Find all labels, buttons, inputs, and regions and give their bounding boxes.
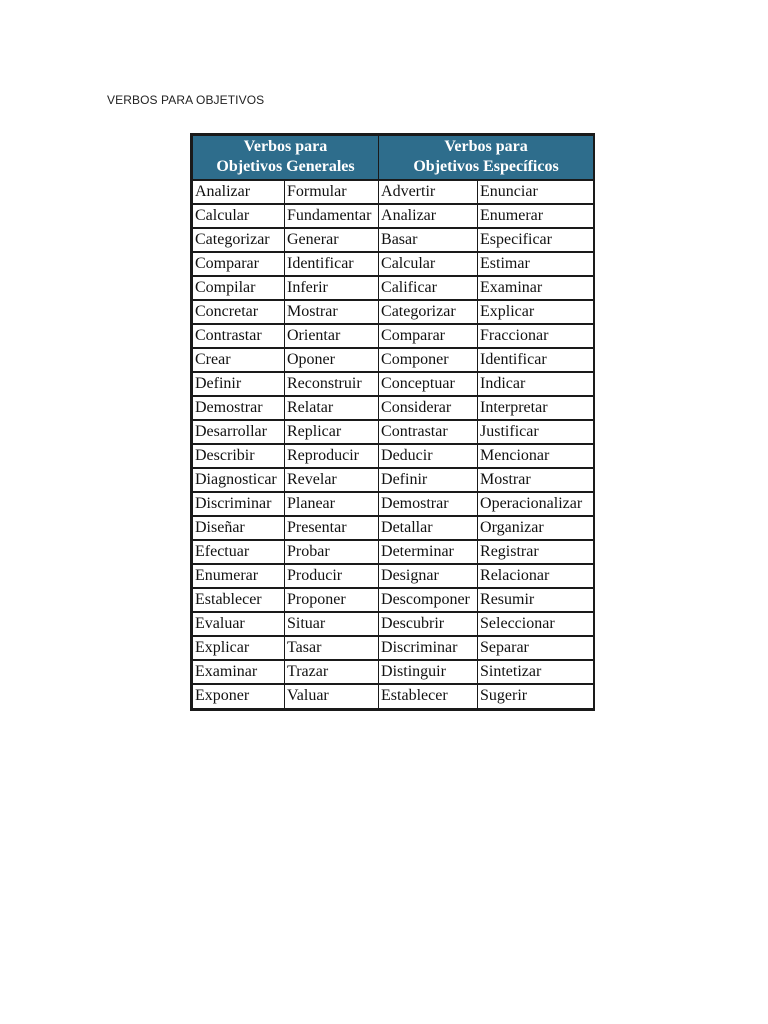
specific-verb-b-cell: Estimar (478, 252, 594, 276)
specific-verb-b-cell: Resumir (478, 588, 594, 612)
header-specific-objectives (379, 136, 594, 181)
table-row (193, 660, 594, 684)
specific-verb-b-cell: Examinar (478, 276, 594, 300)
table-row (193, 468, 594, 492)
general-verb-a-cell: Crear (193, 348, 285, 372)
specific-verb-b-cell: Indicar (478, 372, 594, 396)
general-verb-a-cell: Comparar (193, 252, 285, 276)
header-specific-line1: Verbos para (444, 138, 528, 155)
table-row (193, 540, 594, 564)
general-verb-b-cell: Relatar (285, 396, 379, 420)
specific-verb-a-cell: Designar (379, 564, 478, 588)
specific-verb-a-cell: Detallar (379, 516, 478, 540)
specific-verb-b-cell: Especificar (478, 228, 594, 252)
table-body (193, 180, 594, 708)
specific-verb-a-cell: Componer (379, 348, 478, 372)
general-verb-a-cell: Analizar (193, 180, 285, 204)
general-verb-a-cell: Examinar (193, 660, 285, 684)
general-verb-b-cell: Presentar (285, 516, 379, 540)
table-row (193, 276, 594, 300)
specific-verb-a-cell: Definir (379, 468, 478, 492)
general-verb-b-cell: Trazar (285, 660, 379, 684)
general-verb-b-cell: Revelar (285, 468, 379, 492)
specific-verb-b-cell: Enunciar (478, 180, 594, 204)
general-verb-a-cell: Demostrar (193, 396, 285, 420)
table-header-row (193, 136, 594, 181)
specific-verb-a-cell: Advertir (379, 180, 478, 204)
table-row (193, 252, 594, 276)
specific-verb-b-cell: Operacionalizar (478, 492, 594, 516)
general-verb-b-cell: Identificar (285, 252, 379, 276)
verbs-table-container (190, 133, 595, 711)
specific-verb-a-cell: Demostrar (379, 492, 478, 516)
specific-verb-a-cell: Descomponer (379, 588, 478, 612)
table-row (193, 684, 594, 708)
general-verb-b-cell: Formular (285, 180, 379, 204)
specific-verb-a-cell: Descubrir (379, 612, 478, 636)
table-row (193, 588, 594, 612)
specific-verb-b-cell: Interpretar (478, 396, 594, 420)
general-verb-a-cell: Contrastar (193, 324, 285, 348)
specific-verb-b-cell: Sugerir (478, 684, 594, 708)
verbs-table (192, 135, 594, 709)
specific-verb-a-cell: Calcular (379, 252, 478, 276)
specific-verb-b-cell: Separar (478, 636, 594, 660)
specific-verb-b-cell: Seleccionar (478, 612, 594, 636)
general-verb-b-cell: Reproducir (285, 444, 379, 468)
general-verb-a-cell: Describir (193, 444, 285, 468)
general-verb-b-cell: Fundamentar (285, 204, 379, 228)
specific-verb-b-cell: Mostrar (478, 468, 594, 492)
table-row (193, 636, 594, 660)
general-verb-b-cell: Planear (285, 492, 379, 516)
specific-verb-a-cell: Distinguir (379, 660, 478, 684)
specific-verb-b-cell: Organizar (478, 516, 594, 540)
specific-verb-a-cell: Calificar (379, 276, 478, 300)
specific-verb-a-cell: Categorizar (379, 300, 478, 324)
general-verb-b-cell: Producir (285, 564, 379, 588)
table-row (193, 180, 594, 204)
specific-verb-a-cell: Analizar (379, 204, 478, 228)
table-row (193, 492, 594, 516)
general-verb-a-cell: Diseñar (193, 516, 285, 540)
specific-verb-b-cell: Mencionar (478, 444, 594, 468)
specific-verb-a-cell: Determinar (379, 540, 478, 564)
general-verb-b-cell: Mostrar (285, 300, 379, 324)
specific-verb-b-cell: Fraccionar (478, 324, 594, 348)
general-verb-a-cell: Enumerar (193, 564, 285, 588)
table-row (193, 396, 594, 420)
header-general-line1: Verbos para (243, 138, 328, 155)
general-verb-a-cell: Categorizar (193, 228, 285, 252)
general-verb-a-cell: Evaluar (193, 612, 285, 636)
general-verb-b-cell: Oponer (285, 348, 379, 372)
specific-verb-b-cell: Justificar (478, 420, 594, 444)
specific-verb-a-cell: Deducir (379, 444, 478, 468)
general-verb-a-cell: Establecer (193, 588, 285, 612)
specific-verb-b-cell: Relacionar (478, 564, 594, 588)
specific-verb-a-cell: Conceptuar (379, 372, 478, 396)
general-verb-a-cell: Efectuar (193, 540, 285, 564)
general-verb-a-cell: Calcular (193, 204, 285, 228)
specific-verb-a-cell: Contrastar (379, 420, 478, 444)
table-row (193, 324, 594, 348)
general-verb-a-cell: Desarrollar (193, 420, 285, 444)
general-verb-b-cell: Situar (285, 612, 379, 636)
specific-verb-a-cell: Comparar (379, 324, 478, 348)
specific-verb-a-cell: Basar (379, 228, 478, 252)
general-verb-a-cell: Concretar (193, 300, 285, 324)
specific-verb-b-cell: Registrar (478, 540, 594, 564)
table-row (193, 564, 594, 588)
general-verb-b-cell: Tasar (285, 636, 379, 660)
general-verb-a-cell: Compilar (193, 276, 285, 300)
general-verb-b-cell: Valuar (285, 684, 379, 708)
general-verb-b-cell: Replicar (285, 420, 379, 444)
specific-verb-b-cell: Explicar (478, 300, 594, 324)
general-verb-b-cell: Orientar (285, 324, 379, 348)
general-verb-a-cell: Discriminar (193, 492, 285, 516)
table-row (193, 228, 594, 252)
table-row (193, 444, 594, 468)
table-row (193, 612, 594, 636)
general-verb-a-cell: Explicar (193, 636, 285, 660)
general-verb-a-cell: Diagnosticar (193, 468, 285, 492)
table-row (193, 348, 594, 372)
specific-verb-b-cell: Identificar (478, 348, 594, 372)
specific-verb-b-cell: Enumerar (478, 204, 594, 228)
specific-verb-a-cell: Discriminar (379, 636, 478, 660)
general-verb-b-cell: Reconstruir (285, 372, 379, 396)
table-row (193, 372, 594, 396)
general-verb-b-cell: Probar (285, 540, 379, 564)
header-specific-line2: Objetivos Específicos (413, 158, 559, 175)
header-general-line2: Objetivos Generales (216, 158, 355, 175)
table-row (193, 300, 594, 324)
table-row (193, 516, 594, 540)
general-verb-b-cell: Inferir (285, 276, 379, 300)
general-verb-b-cell: Generar (285, 228, 379, 252)
general-verb-a-cell: Exponer (193, 684, 285, 708)
specific-verb-b-cell: Sintetizar (478, 660, 594, 684)
specific-verb-a-cell: Establecer (379, 684, 478, 708)
table-row (193, 204, 594, 228)
general-verb-a-cell: Definir (193, 372, 285, 396)
general-verb-b-cell: Proponer (285, 588, 379, 612)
page-title: VERBOS PARA OBJETIVOS (107, 93, 265, 107)
table-row (193, 420, 594, 444)
specific-verb-a-cell: Considerar (379, 396, 478, 420)
header-general-objectives (193, 136, 379, 181)
